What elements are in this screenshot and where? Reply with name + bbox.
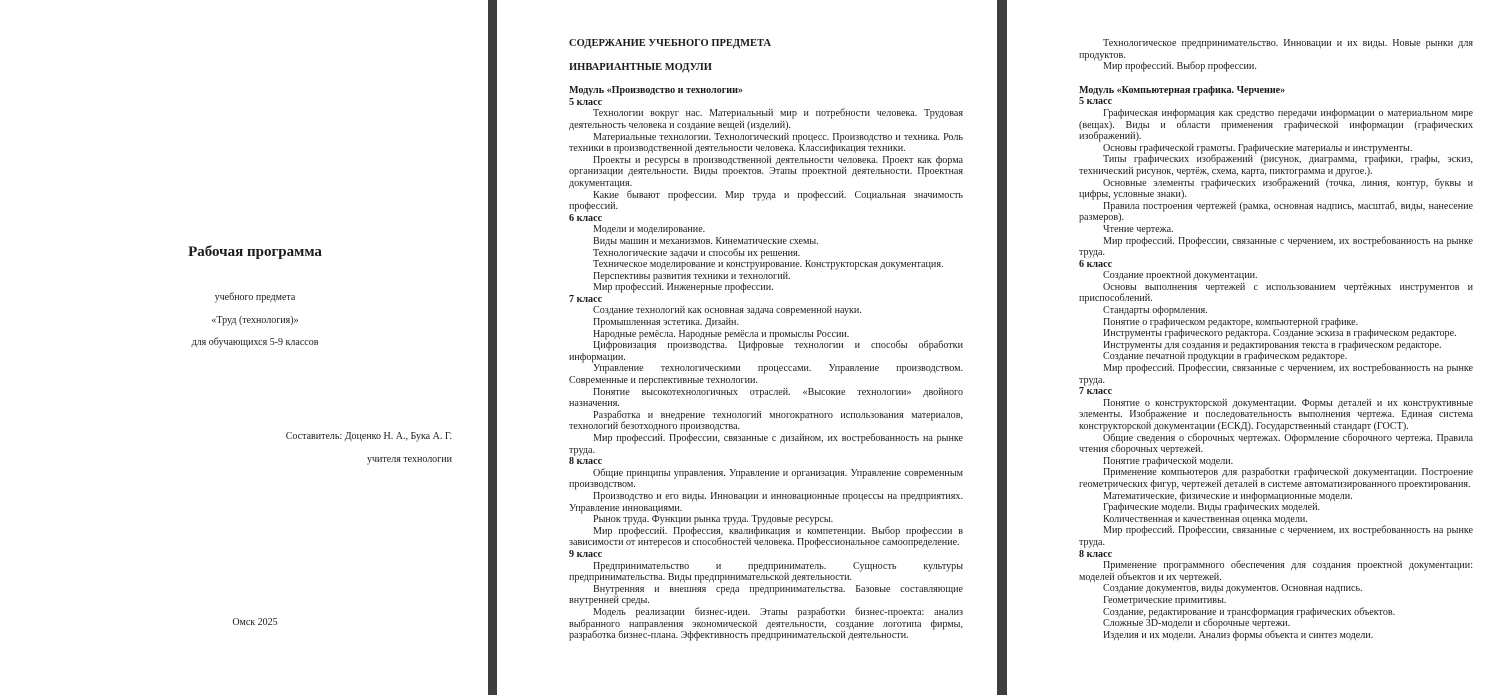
paragraph: Цифровизация производства. Цифровые технологии и способы обработки информации. xyxy=(569,340,963,363)
paragraph: Технологии вокруг нас. Материальный мир и потребности человека. Трудовая деятельность человека и создание вещей (изделий). xyxy=(569,108,963,131)
paragraph: Разработка и внедрение технологий многократного использования материалов, технологий безотходного производства. xyxy=(569,409,963,433)
paragraph: Создание, редактирование и трансформация графических объектов. xyxy=(1103,606,1396,618)
content-page-2 xyxy=(1007,0,1499,695)
content-page-1 xyxy=(497,0,997,695)
paragraph: Типы графических изображений (рисунок, диаграмма, графики, графы, эскиз, технический рисунок, чертёж, схема, карта, пиктограмма и другое.). xyxy=(1079,154,1473,177)
paragraph: Понятие высокотехнологичных отраслей. «Высокие технологии» двойного назначения. xyxy=(569,386,963,410)
paragraph: Создание документов, виды документов. Основная надпись. xyxy=(1103,583,1363,595)
paragraph: Применение программного обеспечения для создания проектной документации: моделей объектов и их чертежей. xyxy=(1079,560,1473,583)
paragraph: Понятие графической модели. xyxy=(1103,455,1234,467)
paragraph: Народные ремёсла. Народные ремёсла и промыслы России. xyxy=(593,328,850,340)
paragraph: Основы выполнения чертежей с использованием чертёжных инструментов и приспособлений. xyxy=(1079,281,1473,305)
compilers-role: учителя технологии xyxy=(367,454,452,465)
paragraph: Рынок труда. Функции рынка труда. Трудовые ресурсы. xyxy=(593,514,834,526)
city-year: Омск 2025 xyxy=(232,617,278,628)
paragraph: Мир профессий. Выбор профессии. xyxy=(1103,61,1257,73)
class-heading: 7 класс xyxy=(1079,386,1113,398)
section-heading: СОДЕРЖАНИЕ УЧЕБНОГО ПРЕДМЕТА xyxy=(569,38,772,49)
paragraph: Создание печатной продукции в графическом редакторе. xyxy=(1103,351,1348,363)
page-gutter xyxy=(997,0,1007,695)
paragraph: Мир профессий. Профессии, связанные с черчением, их востребованность на рынке труда. xyxy=(1079,525,1473,548)
paragraph: Мир профессий. Профессии, связанные с дизайном, их востребованность на рынке труда. xyxy=(569,433,963,456)
paragraph: Мир профессий. Профессии, связанные с черчением, их востребованность на рынке труда. xyxy=(1079,235,1473,259)
paragraph: Сложные 3D-модели и сборочные чертежи. xyxy=(1103,618,1291,630)
subject-prefix: учебного предмета xyxy=(214,292,296,303)
class-heading: 8 класс xyxy=(569,456,603,468)
page-gutter xyxy=(488,0,497,695)
subject-name: «Труд (технология)» xyxy=(211,315,299,326)
title-page xyxy=(0,0,488,695)
paragraph: Предпринимательство и предприниматель. Сущность культуры предпринимательства. Виды предпринимательской деятельности. xyxy=(569,560,963,584)
paragraph: Техническое моделирование и конструирование. Конструкторская документация. xyxy=(593,259,944,271)
paragraph: Понятие о конструкторской документации. Формы деталей и их конструктивные элементы. Изображение и последовательность выполнения чертежа. Единая система конструкторской документации (ЕСКД). Государственный стандарт (ГОСТ). xyxy=(1079,397,1473,432)
paragraph: Модели и моделирование. xyxy=(593,224,706,236)
audience-line: для обучающихся 5-9 классов xyxy=(191,337,319,348)
paragraph: Инструменты графического редактора. Создание эскиза в графическом редакторе. xyxy=(1103,328,1457,340)
paragraph: Стандарты оформления. xyxy=(1103,305,1208,317)
paragraph: Материальные технологии. Технологический процесс. Производство и техника. Роль техники в производственной деятельности человека. Классификация техники. xyxy=(569,131,963,155)
paragraph: Графические модели. Виды графических моделей. xyxy=(1103,502,1321,514)
paragraph: Правила построения чертежей (рамка, основная надпись, масштаб, виды, нанесение размеров). xyxy=(1079,200,1473,224)
paragraph: Создание проектной документации. xyxy=(1103,270,1258,282)
paragraph: Модель реализации бизнес-идеи. Этапы разработки бизнес-проекта: анализ выбранного направления экономической деятельности, создание логотипа фирмы, разработка бизнес-плана. Эффективность предпринимательской деятельности. xyxy=(569,606,963,642)
paragraph: Проекты и ресурсы в производственной деятельности человека. Проект как форма организации деятельности. Виды проектов. Этапы проектной деятельности. Проектная документация. xyxy=(569,154,963,189)
paragraph: Мир профессий. Инженерные профессии. xyxy=(593,282,774,294)
paragraph: Технологические задачи и способы их решения. xyxy=(593,247,801,259)
paragraph: Промышленная эстетика. Дизайн. xyxy=(593,317,739,329)
program-title: Рабочая программа xyxy=(188,244,322,260)
class-heading: 6 класс xyxy=(569,212,603,224)
class-heading: 6 класс xyxy=(1079,258,1113,270)
paragraph: Технологическое предпринимательство. Инновации и их виды. Новые рынки для продуктов. xyxy=(1079,38,1473,61)
paragraph: Чтение чертежа. xyxy=(1103,223,1174,235)
paragraph: Какие бывают профессии. Мир труда и профессий. Социальная значимость профессий. xyxy=(569,189,963,213)
paragraph: Создание технологий как основная задача современной науки. xyxy=(593,305,862,317)
module-title: Модуль «Производство и технологии» xyxy=(569,85,743,97)
paragraph: Применение компьютеров для разработки графической документации. Построение геометрических фигур, чертежей деталей в системе автоматизированного проектирования. xyxy=(1079,467,1473,490)
paragraph: Инструменты для создания и редактирования текста в графическом редакторе. xyxy=(1103,339,1442,351)
compilers-line: Составитель: Доценко Н. А., Бука А. Г. xyxy=(285,431,452,442)
paragraph: Общие принципы управления. Управление и организация. Управление современным производством. xyxy=(569,467,963,491)
class-heading: 7 класс xyxy=(569,293,603,305)
class-heading: 5 класс xyxy=(569,96,603,108)
section-subheading: ИНВАРИАНТНЫЕ МОДУЛИ xyxy=(569,61,712,73)
paragraph: Перспективы развития техники и технологий. xyxy=(593,270,791,282)
class-heading: 8 класс xyxy=(1079,548,1113,560)
paragraph: Основные элементы графических изображений (точка, линия, контур, буквы и цифры, условные знаки). xyxy=(1079,177,1473,201)
module-title: Модуль «Компьютерная графика. Черчение» xyxy=(1079,84,1286,96)
paragraph: Управление технологическими процессами. Управление производством. Современные и перспективные технологии. xyxy=(569,363,963,387)
paragraph: Количественная и качественная оценка модели. xyxy=(1103,513,1308,525)
paragraph: Мир профессий. Профессия, квалификация и компетенции. Выбор профессии в зависимости от интересов и способностей человека. Профессиональное самоопределение. xyxy=(569,525,963,549)
paragraph: Понятие о графическом редакторе, компьютерной графике. xyxy=(1103,316,1359,328)
paragraph: Внутренняя и внешняя среда предпринимательства. Базовые составляющие внутренней среды. xyxy=(569,583,963,607)
paragraph: Геометрические примитивы. xyxy=(1103,594,1227,606)
paragraph: Мир профессий. Профессии, связанные с черчением, их востребованность на рынке труда. xyxy=(1079,363,1473,386)
paragraph: Математические, физические и информационные модели. xyxy=(1103,490,1353,502)
paragraph: Графическая информация как средство передачи информации о материальном мире (вещах). Виды и области применения графической информации (графических изображений). xyxy=(1079,107,1473,143)
paragraph: Общие сведения о сборочных чертежах. Оформление сборочного чертежа. Правила чтения сборочных чертежей. xyxy=(1079,432,1473,456)
paragraph: Основы графической грамоты. Графические материалы и инструменты. xyxy=(1103,142,1413,154)
paragraph: Производство и его виды. Инновации и инновационные процессы на предприятиях. Управление инновациями. xyxy=(569,490,963,514)
class-heading: 5 класс xyxy=(1079,96,1113,108)
paragraph: Виды машин и механизмов. Кинематические схемы. xyxy=(593,235,819,247)
paragraph: Изделия и их модели. Анализ формы объекта и синтез модели. xyxy=(1103,629,1374,641)
class-heading: 9 класс xyxy=(569,548,603,560)
